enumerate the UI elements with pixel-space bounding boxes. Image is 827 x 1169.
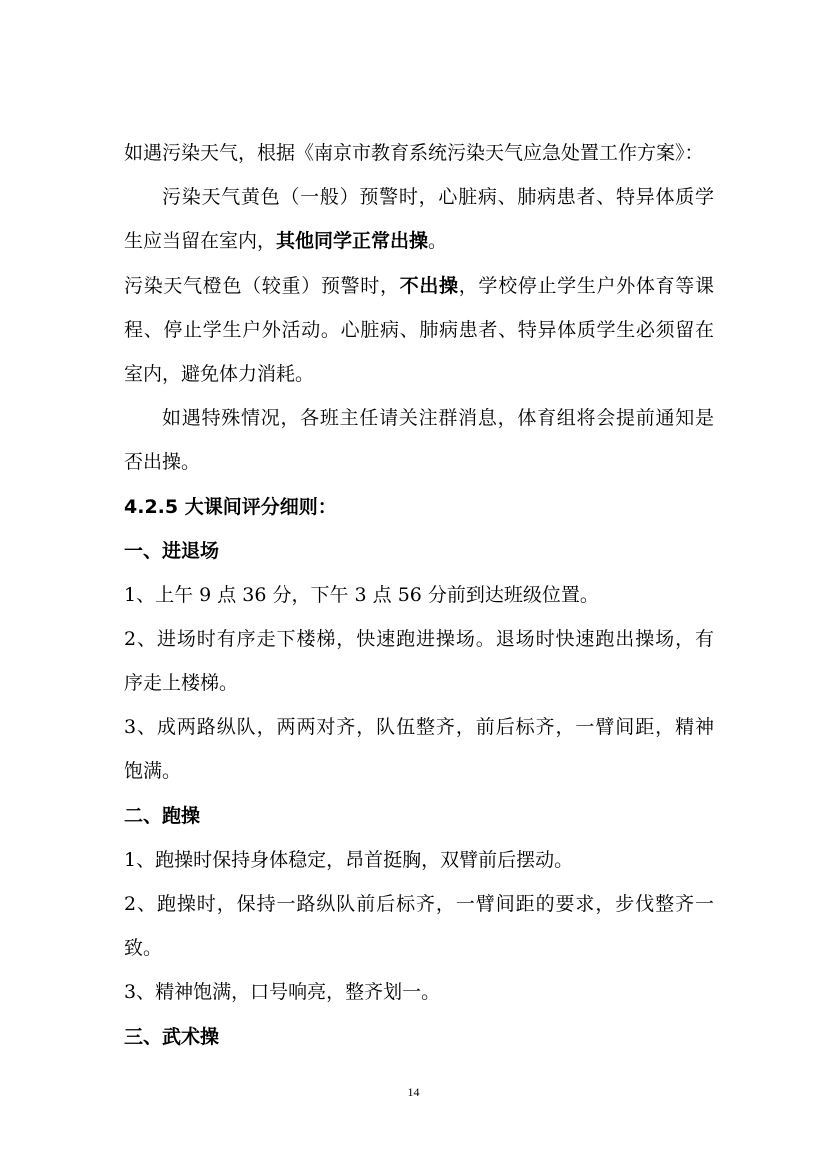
paragraph-orange-warning-line1: [124, 274, 714, 298]
subsection-heading-entry-exit: 一、进退场: [124, 540, 220, 562]
paragraph-special-line2: 否出操。: [124, 451, 201, 473]
page-number: 14: [407, 1085, 420, 1099]
paragraph-special-line1: 如遇特殊情况，各班主任请关注群消息，体育组将会提前通知是: [162, 407, 714, 429]
running-item-3: 3、精神饱满，口号响亮，整齐划一。: [124, 981, 441, 1003]
subsection-heading-running: 二、跑操: [124, 805, 201, 827]
entry-exit-item-1: 1、上午 9 点 36 分，下午 3 点 56 分前到达班级位置。: [124, 584, 599, 606]
entry-exit-item-2-line2: 序走上楼梯。: [124, 672, 239, 694]
paragraph-intro: 如遇污染天气，根据《南京市教育系统污染天气应急处置工作方案》：: [124, 142, 704, 164]
orange-warning-rest: ，学校停止学生户外体育等课: [458, 275, 714, 297]
yellow-warning-end: 。: [428, 230, 448, 252]
running-item-1: 1、跑操时保持身体稳定，昂首挺胸，双臂前后摆动。: [124, 849, 574, 871]
orange-warning-emphasis: 不出操: [399, 275, 459, 297]
paragraph-orange-warning-line3: 室内，避免体力消耗。: [124, 363, 315, 385]
paragraph-orange-warning-line2: 程、停止学生户外活动。心脏病、肺病患者、特异体质学生必须留在: [124, 319, 714, 341]
entry-exit-item-2-line1: 2、进场时有序走下楼梯，快速跑进操场。退场时快速跑出操场，有: [124, 628, 714, 650]
running-item-2-line2: 致。: [124, 937, 163, 959]
paragraph-yellow-warning-line2: [124, 229, 714, 253]
paragraph-yellow-warning-line1: 污染天气黄色（一般）预警时，心脏病、肺病患者、特异体质学: [162, 186, 714, 208]
yellow-warning-emphasis: 其他同学正常出操: [276, 230, 429, 252]
orange-warning-text: 污染天气橙色（较重）预警时，: [124, 275, 400, 297]
entry-exit-item-3-line1: 3、成两路纵队，两两对齐，队伍整齐，前后标齐，一臂间距，精神: [124, 716, 714, 738]
running-item-2-line1: 2、跑操时，保持一路纵队前后标齐，一臂间距的要求，步伐整齐一: [124, 893, 714, 915]
yellow-warning-text: 生应当留在室内，: [124, 230, 277, 252]
section-heading-scoring: 4.2.5 大课间评分细则：: [124, 496, 337, 518]
entry-exit-item-3-line2: 饱满。: [124, 760, 182, 782]
subsection-heading-martial-arts: 三、武术操: [124, 1026, 220, 1048]
